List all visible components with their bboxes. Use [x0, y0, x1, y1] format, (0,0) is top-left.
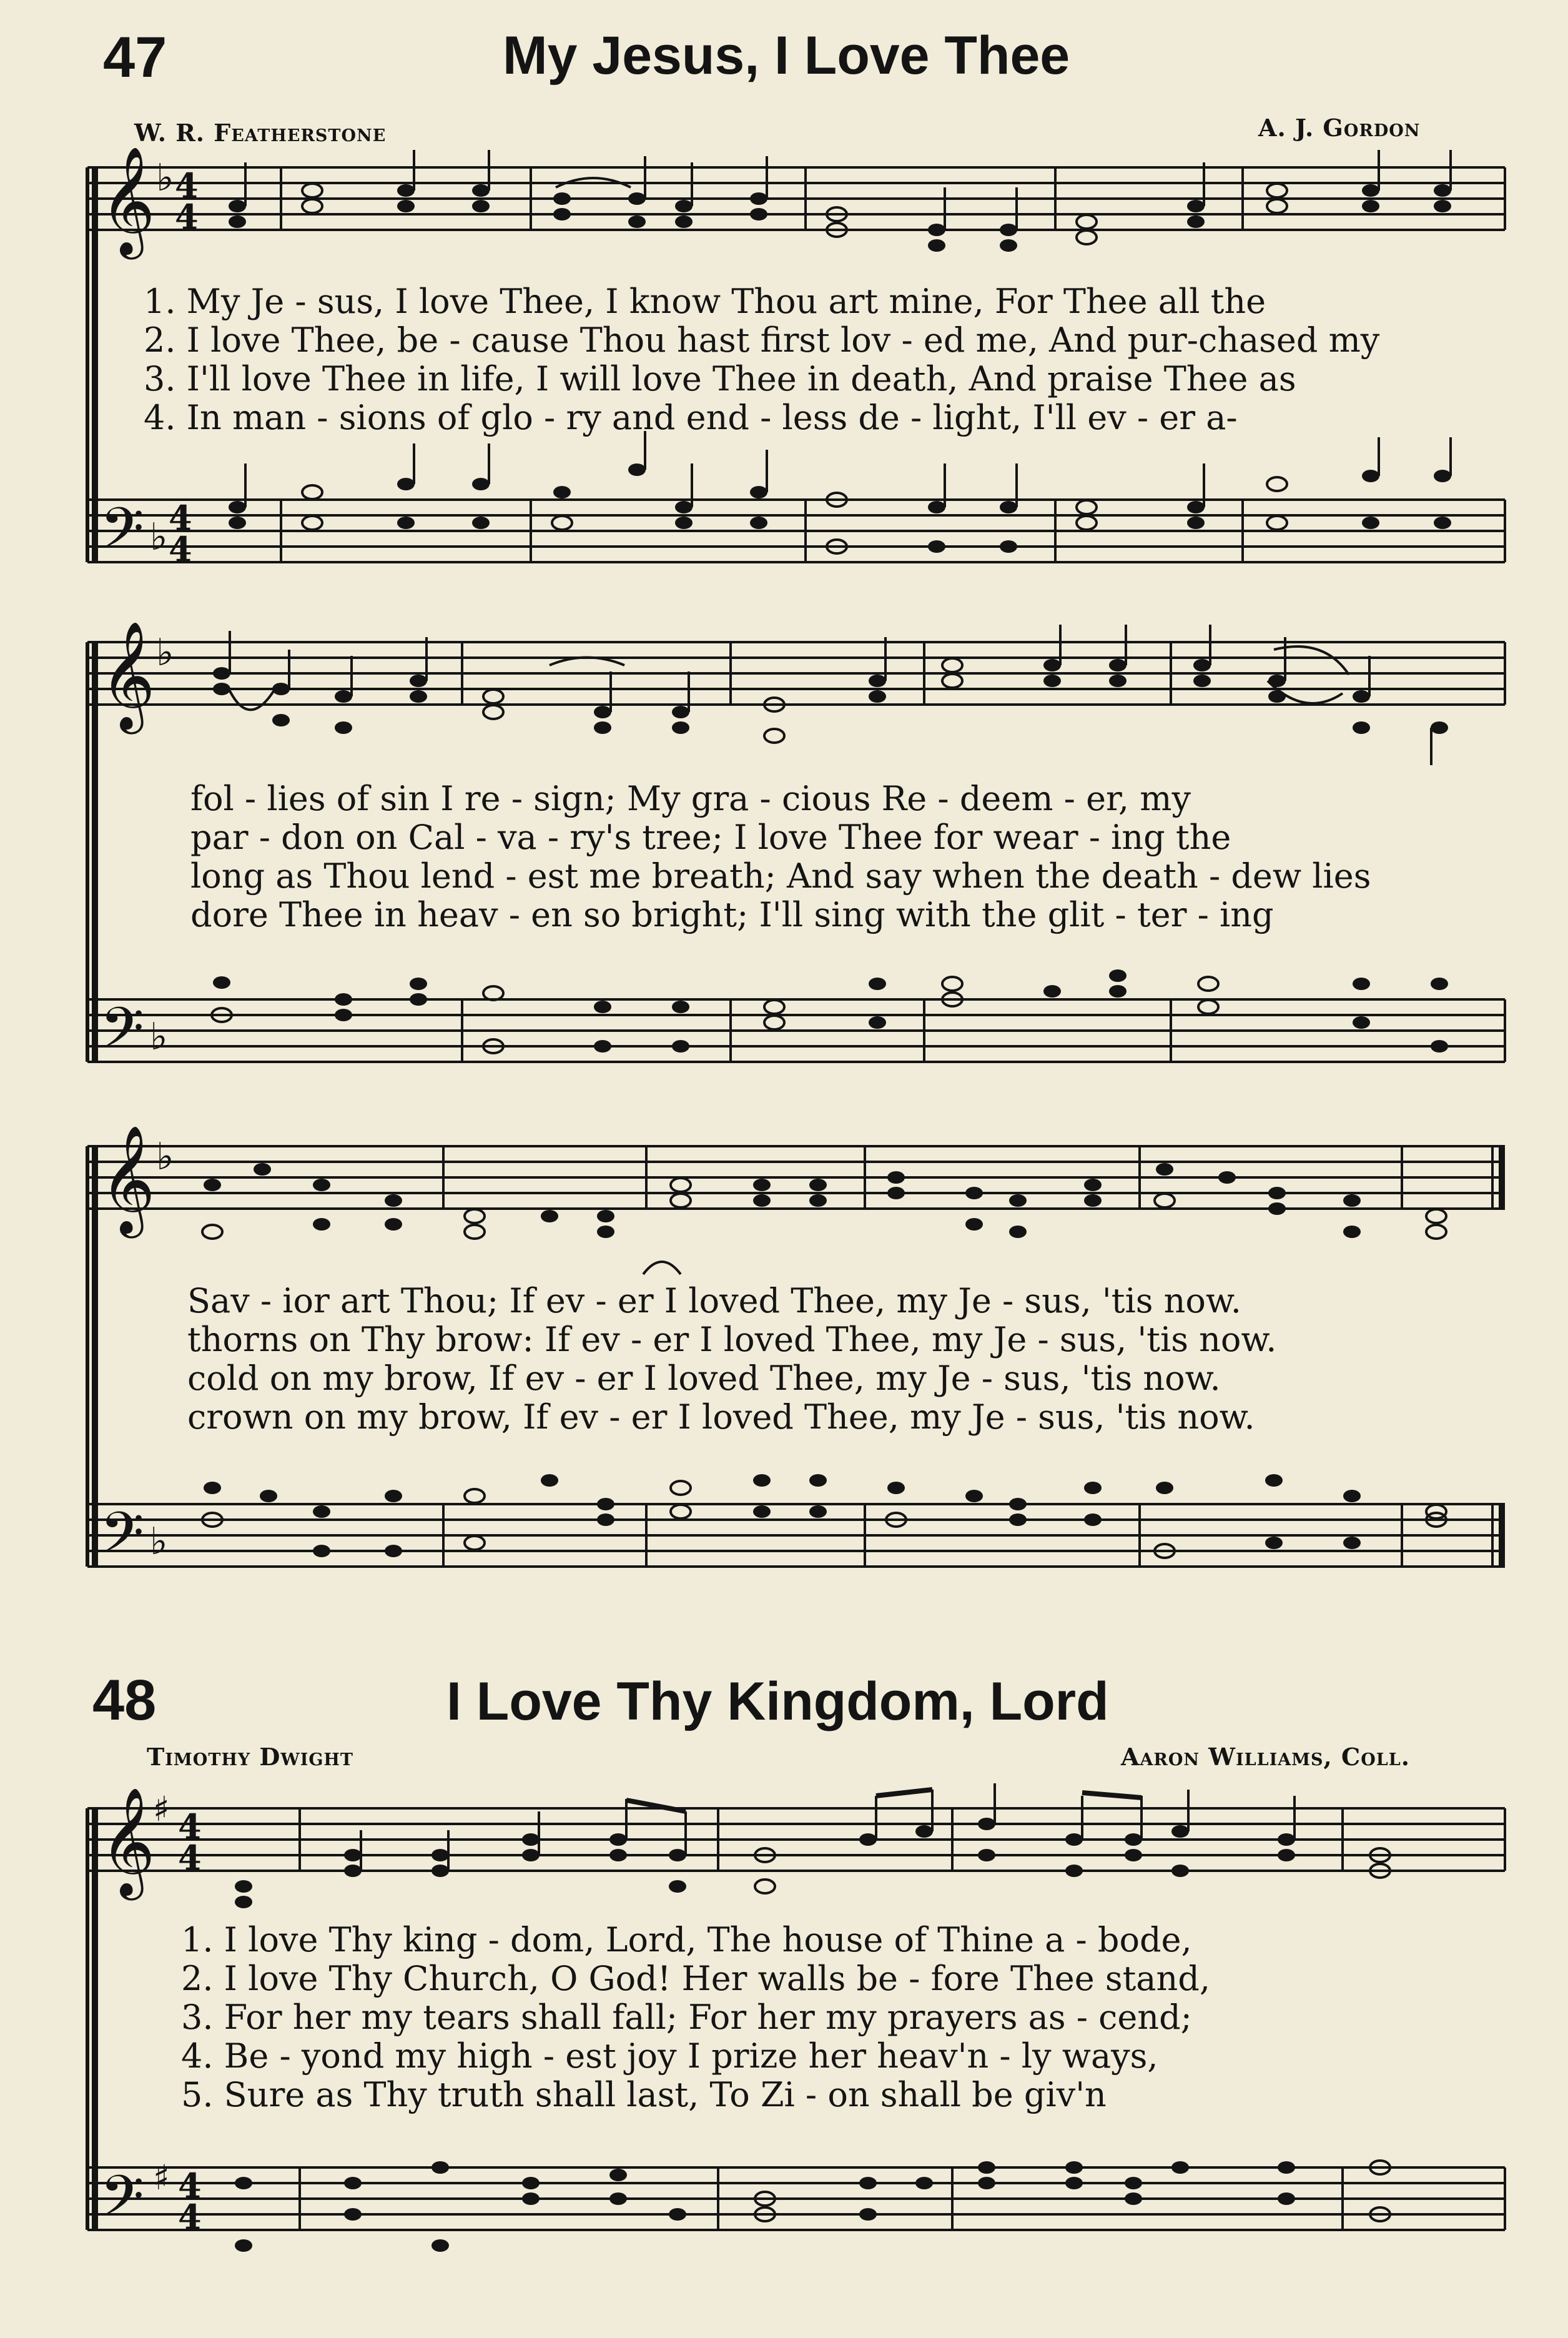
hymn-title: I Love Thy Kingdom, Lord [446, 1672, 1109, 1731]
time-signature-top: 4 [175, 166, 199, 206]
time-signature-top: 4 [178, 2166, 202, 2206]
lyric-line: thorns on Thy brow: If ev - er I loved Thee, my Je - sus, 'tis now. [187, 1320, 1277, 1359]
verse-block-system-3 [187, 1282, 1499, 1437]
hymn-title: My Jesus, I Love Thee [503, 26, 1070, 86]
words-credit: W. R. Featherstone [134, 119, 387, 147]
time-signature-bottom: 4 [169, 529, 192, 569]
lyric-line: 3. I'll love Thee in life, I will love Thee in death, And praise Thee as [144, 359, 1296, 399]
lyric-line: par - don on Cal - va - ry's tree; I love Thee for wear - ing the [190, 818, 1231, 857]
time-signature-top: 4 [169, 498, 192, 538]
music-credit: Aaron Williams, Coll. [1121, 1743, 1410, 1771]
lyric-line: 3. For her my tears shall fall; For her my prayers as - cend; [181, 1998, 1192, 2037]
flat-icon: ♭ [156, 631, 174, 675]
lyric-line: fol - lies of sin I re - sign; My gra - cious Re - deem - er, my [190, 779, 1191, 818]
verse-block-hymn-48 [181, 1921, 1492, 2114]
hymn-number: 47 [103, 26, 167, 89]
words-credit: Timothy Dwight [147, 1743, 353, 1771]
flat-icon: ♭ [150, 1520, 168, 1563]
lyric-line: cold on my brow, If ev - er I loved Thee, my Je - sus, 'tis now. [187, 1359, 1221, 1398]
sharp-icon: ♯ [153, 2157, 170, 2197]
time-signature-bottom: 4 [178, 2197, 202, 2237]
time-signature-top: 4 [178, 1806, 202, 1846]
lyric-line: 2. I love Thee, be - cause Thou hast first lov - ed me, And pur-chased my [144, 320, 1380, 360]
bass-clef-icon: 𝄢 [100, 495, 144, 575]
lyric-line: Sav - ior art Thou; If ev - er I loved Thee, my Je - sus, 'tis now. [187, 1281, 1241, 1320]
treble-clef-icon: 𝄞 [100, 146, 155, 255]
treble-clef-icon: 𝄞 [100, 1125, 155, 1234]
bass-clef-icon: 𝄢 [100, 1500, 144, 1580]
staff-bass-3 [87, 1504, 1505, 1567]
lyric-line: 1. I love Thy king - dom, Lord, The house of Thine a - bode, [181, 1920, 1192, 1959]
flat-icon: ♭ [156, 1135, 174, 1179]
bass-clef-icon: 𝄢 [100, 995, 144, 1075]
flat-icon: ♭ [156, 156, 174, 200]
staff-treble-2 [87, 642, 1505, 705]
staff-bass-1 [87, 500, 1505, 562]
treble-clef-icon: 𝄞 [100, 1787, 155, 1896]
lyric-line: crown on my brow, If ev - er I loved Thee, my Je - sus, 'tis now. [187, 1397, 1255, 1437]
hymn-number: 48 [92, 1668, 157, 1732]
lyric-line: 5. Sure as Thy truth shall last, To Zi - on shall be giv'n [181, 2075, 1107, 2114]
verse-block-system-2 [190, 780, 1502, 934]
sharp-icon: ♯ [153, 1788, 170, 1829]
flat-icon: ♭ [150, 515, 168, 559]
lyric-line: 4. In man - sions of glo - ry and end - less de - light, I'll ev - er a- [144, 398, 1238, 437]
lyric-line: 1. My Je - sus, I love Thee, I know Thou art mine, For Thee all the [144, 282, 1266, 321]
verse-block-system-1 [144, 282, 1499, 437]
flat-icon: ♭ [150, 1015, 168, 1059]
lyric-line: 2. I love Thy Church, O God! Her walls be - fore Thee stand, [181, 1959, 1211, 1998]
staff-treble-1 [87, 167, 1505, 230]
bass-clef-icon: 𝄢 [100, 2163, 144, 2243]
time-signature-bottom: 4 [178, 1838, 202, 1878]
music-credit: A. J. Gordon [1258, 114, 1421, 142]
lyric-line: 4. Be - yond my high - est joy I prize her heav'n - ly ways, [181, 2036, 1158, 2076]
lyric-line: long as Thou lend - est me breath; And say when the death - dew lies [190, 856, 1371, 896]
staff-bass-2 [87, 999, 1505, 1062]
lyric-line: dore Thee in heav - en so bright; I'll sing with the glit - ter - ing [190, 895, 1274, 934]
time-signature-bottom: 4 [175, 197, 199, 237]
staff-treble-3 [87, 1146, 1505, 1209]
treble-clef-icon: 𝄞 [100, 621, 155, 730]
